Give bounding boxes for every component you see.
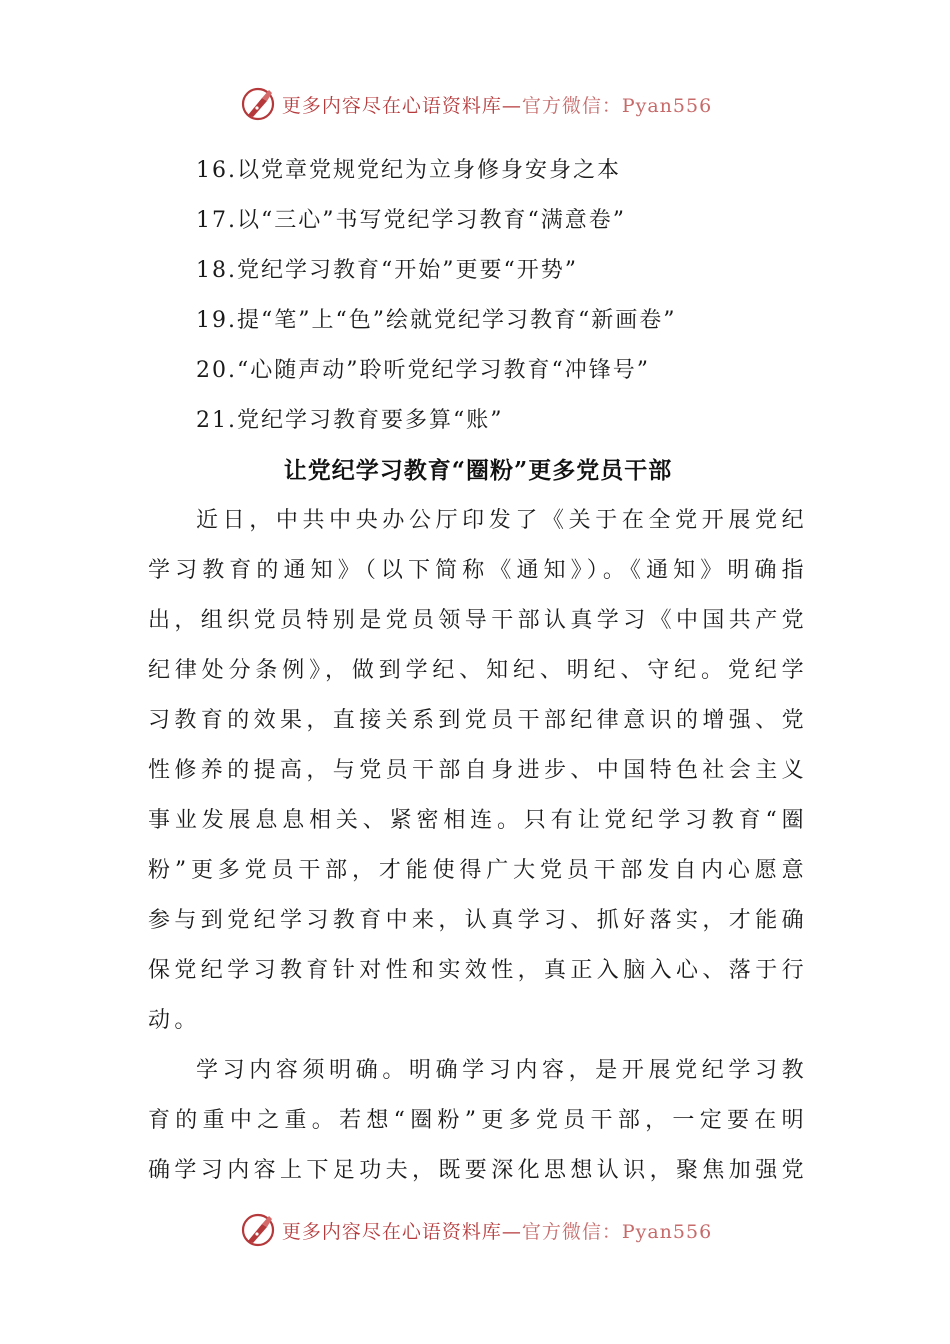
banner-main-text: 更多内容尽在心语资料库 <box>281 94 502 117</box>
footer-banner <box>0 1208 950 1252</box>
list-item: 17.以“三心”书写党纪学习教育“满意卷” <box>196 208 626 233</box>
banner-text <box>282 1217 712 1244</box>
document-body <box>148 146 808 1196</box>
banner-main-text: 更多内容尽在心语资料库 <box>281 1220 502 1243</box>
header-banner <box>0 82 950 126</box>
article-paragraph: 学习内容须明确。明确学习内容，是开展党纪学习教育的重中之重。若想“圈粉”更多党员干部，一定要在明确学习内容上下足功夫，既要深化思想认识，聚焦加强党 <box>148 1058 809 1183</box>
list-item: 20.“心随声动”聆听党纪学习教育“冲锋号” <box>196 358 650 383</box>
article-paragraph: 近日，中共中央办公厅印发了《关于在全党开展党纪学习教育的通知》（以下简称《通知》）。《通知》明确指出，组织党员特别是党员领导干部认真学习《中国共产党纪律处分条例》，做到学纪、知纪、明纪、守纪。党纪学习教育的效果，直接关系到党员干部纪律意识的增强、党性修养的提高，与党员干部自身进步、中国特色社会主义事业发展息息相关、紧密相连。只有让党纪学习教育“圈粉”更多党员干部，才能使得广大党员干部发自内心愿意参与到党纪学习教育中来，认真学习、抓好落实，才能确保党纪学习教育针对性和实效性，真正入脑入心、落于行动。 <box>148 508 809 1033</box>
banner-wechat-text: 官方微信：Pyan556 <box>521 94 713 117</box>
banner-dash: — <box>501 1220 522 1243</box>
banner-text <box>282 91 712 118</box>
pen-nib-logo-icon <box>238 84 278 124</box>
banner-dash: — <box>501 94 522 117</box>
list-item: 16.以党章党规党纪为立身修身安身之本 <box>196 158 621 183</box>
article-title: 让党纪学习教育“圈粉”更多党员干部 <box>283 457 673 484</box>
list-item: 19.提“笔”上“色”绘就党纪学习教育“新画卷” <box>196 308 677 333</box>
list-item: 21.党纪学习教育要多算“账” <box>196 408 504 433</box>
pen-nib-logo-icon <box>238 1210 278 1250</box>
list-item: 18.党纪学习教育“开始”更要“开势” <box>196 258 578 283</box>
banner-wechat-text: 官方微信：Pyan556 <box>521 1220 713 1243</box>
